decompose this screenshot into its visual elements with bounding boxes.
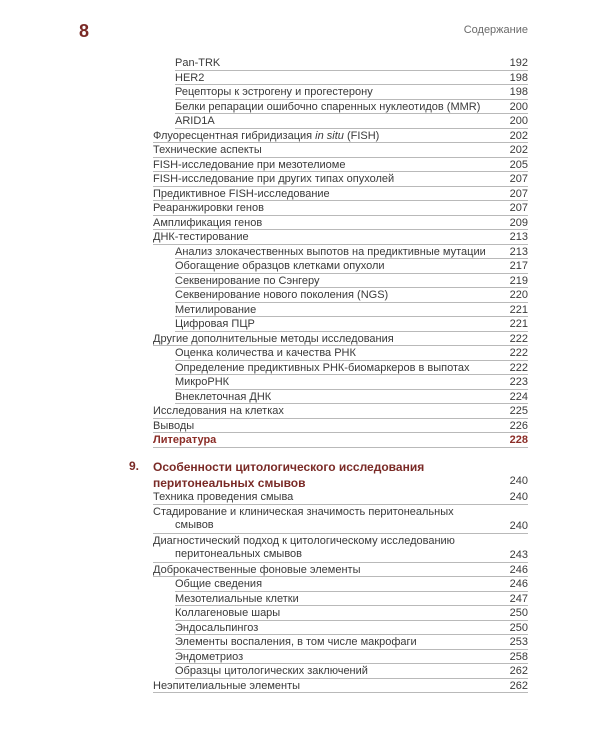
- toc-divider: [175, 663, 528, 664]
- toc-entry: [0, 101, 600, 114]
- toc-entry-page: 207: [509, 173, 528, 185]
- toc-entry-page: 219: [509, 274, 528, 287]
- chapter-page: 240: [509, 475, 528, 487]
- toc-entry-title: HER2: [175, 71, 205, 84]
- toc-entry: [0, 665, 600, 678]
- toc-entry: [0, 491, 600, 504]
- toc-entry-title: Внеклеточная ДНК: [175, 390, 272, 403]
- toc-divider: [153, 533, 528, 534]
- toc-entry-title: Флуоресцентная гибридизация in situ (FISH): [153, 129, 380, 142]
- toc-entry-page: 262: [509, 679, 528, 692]
- toc-divider: [175, 302, 528, 303]
- toc-divider: [175, 605, 528, 606]
- toc-entry-title: Белки репарации ошибочно спаренных нуклеотидов (MMR): [175, 100, 481, 113]
- toc-entry-title-line1: Стадирование и клиническая значимость перитонеальных: [153, 505, 454, 518]
- toc-divider: [175, 316, 528, 317]
- toc-entry: [0, 607, 600, 620]
- toc-entry-title: Анализ злокачественных выпотов на предиктивные мутации: [175, 245, 486, 258]
- toc-entry: [0, 72, 600, 85]
- toc-entry-title: Секвенирование нового поколения (NGS): [175, 289, 389, 301]
- toc-entry-title: Общие сведения: [175, 578, 263, 590]
- toc-entry: [0, 275, 600, 288]
- toc-divider: [153, 171, 528, 172]
- toc-divider: [175, 99, 528, 100]
- toc-entry-title: [153, 535, 455, 561]
- toc-divider: [153, 418, 528, 419]
- toc-divider: [175, 374, 528, 375]
- toc-entry-title: Определение предиктивных РНК-биомаркеров в выпотах: [175, 361, 470, 374]
- toc-entry-page: 240: [509, 519, 528, 532]
- toc-entry-page: 240: [509, 491, 528, 503]
- toc-entry: [0, 217, 600, 230]
- toc-divider: [153, 576, 528, 577]
- toc-entry-page: 250: [509, 621, 528, 634]
- toc-entry-title: Рецепторы к эстрогену и прогестерону: [175, 86, 373, 98]
- toc-divider: [175, 331, 528, 332]
- toc-divider: [175, 273, 528, 274]
- toc-divider: [153, 229, 528, 230]
- toc-entry: [0, 391, 600, 404]
- toc-entry-page: 228: [509, 434, 528, 446]
- toc-entry-title: Доброкачественные фоновые элементы: [153, 563, 361, 576]
- toc-entry: [0, 506, 600, 534]
- toc-entry-title: Техника проведения смыва: [153, 491, 294, 503]
- toc-entry-page: 207: [509, 187, 528, 200]
- toc-entry: [0, 593, 600, 606]
- toc-entry-page: 224: [509, 390, 528, 403]
- toc-entry-title: Эндосальпингоз: [175, 621, 259, 634]
- toc-entry-page: 205: [509, 158, 528, 171]
- toc-entry-title: Реаранжировки генов: [153, 202, 264, 214]
- toc-divider: [153, 157, 528, 158]
- toc-entry: [0, 260, 600, 273]
- toc-entry: [0, 680, 600, 693]
- toc-divider: [175, 84, 528, 85]
- toc-entry: [0, 362, 600, 375]
- toc-entry-page: 250: [509, 607, 528, 619]
- toc-entry-title: Метилирование: [175, 303, 257, 316]
- toc-entry: [0, 289, 600, 302]
- toc-divider: [175, 620, 528, 621]
- toc-entry-page: 223: [509, 376, 528, 388]
- toc-entry-page: 262: [509, 665, 528, 677]
- toc-entry-page: 225: [509, 405, 528, 417]
- toc-entry: [0, 420, 600, 433]
- toc-entry: [0, 636, 600, 649]
- toc-divider: [153, 200, 528, 201]
- toc-entry: [0, 231, 600, 244]
- toc-entry-title: Pan-TRK: [175, 57, 221, 69]
- toc-divider: [175, 591, 528, 592]
- toc-entry-page: 200: [509, 115, 528, 127]
- toc-entry-title: Обогащение образцов клетками опухоли: [175, 260, 385, 272]
- toc-entry-title: Выводы: [153, 419, 195, 432]
- toc-divider: [175, 360, 528, 361]
- toc-entry-page: 246: [509, 578, 528, 590]
- toc-entry-page: 200: [509, 100, 528, 113]
- toc-divider: [153, 345, 528, 346]
- toc-entry-page: 209: [509, 216, 528, 229]
- toc-divider: [175, 634, 528, 635]
- toc-entry-title: Образцы цитологических заключений: [175, 665, 368, 677]
- toc-entry-page: 222: [509, 332, 528, 345]
- toc-divider: [153, 562, 528, 563]
- toc-divider: [153, 447, 528, 448]
- toc-entry: [0, 318, 600, 331]
- toc-divider: [153, 504, 528, 505]
- toc-entry: [0, 202, 600, 215]
- running-title: Содержание: [463, 24, 528, 36]
- toc-divider: [175, 403, 528, 404]
- toc-divider: [175, 113, 528, 114]
- toc-entry: [0, 578, 600, 591]
- toc-divider: [153, 432, 528, 433]
- toc-entry-page: 207: [509, 202, 528, 214]
- toc-entry: [0, 188, 600, 201]
- toc-divider: [175, 128, 528, 129]
- toc-entry-page: 213: [509, 231, 528, 243]
- toc-entry-page: 243: [509, 548, 528, 561]
- toc-entry-title: Технические аспекты: [153, 144, 262, 156]
- toc-divider: [153, 692, 528, 693]
- toc-divider: [175, 258, 528, 259]
- toc-entry: [0, 159, 600, 172]
- toc-divider: [175, 678, 528, 679]
- toc-entry: [0, 86, 600, 99]
- chapter-title: Особенности цитологического исследования перитонеальных смывов: [153, 460, 425, 490]
- toc-entry-title: Коллагеновые шары: [175, 607, 281, 619]
- toc-entry-title: Элементы воспаления, в том числе макрофаги: [175, 636, 417, 648]
- toc-divider: [153, 186, 528, 187]
- toc-entry: [0, 434, 600, 447]
- toc-entry: [0, 144, 600, 157]
- toc-divider: [175, 287, 528, 288]
- toc-entry-title: Другие дополнительные методы исследования: [153, 332, 394, 345]
- toc-entry-title: Эндометриоз: [175, 650, 244, 663]
- toc-entry: [0, 246, 600, 259]
- toc-entry: [0, 173, 600, 186]
- toc-entry-title: ARID1A: [175, 115, 215, 127]
- toc-divider: [153, 244, 528, 245]
- toc-entry-page: 213: [509, 245, 528, 258]
- toc-entry-title: Мезотелиальные клетки: [175, 592, 299, 605]
- toc-entry-title-line2: перитонеальных смывов: [175, 547, 303, 560]
- toc-entry-title: FISH-исследование при других типах опухолей: [153, 173, 395, 185]
- toc-entry-page: 221: [509, 318, 528, 330]
- toc-entry-page: 226: [509, 419, 528, 432]
- toc-entry: [0, 115, 600, 128]
- toc-entry-page: 246: [509, 563, 528, 576]
- toc-entry: [0, 622, 600, 635]
- toc-entry: [0, 57, 600, 70]
- toc-entry-title: Литература: [153, 434, 217, 446]
- toc-divider: [153, 142, 528, 143]
- toc-entry-title-line1: Диагностический подход к цитологическому исследованию: [153, 534, 455, 547]
- toc-entry-title: ДНК-тестирование: [153, 231, 249, 243]
- toc-entry-title: Цифровая ПЦР: [175, 318, 255, 330]
- toc-entry-title: Неэпителиальные элементы: [153, 679, 301, 692]
- toc-entry: [0, 651, 600, 664]
- toc-entry: [0, 130, 600, 143]
- toc-entry: [0, 304, 600, 317]
- toc-entry: [0, 564, 600, 577]
- toc-entry-page: 258: [509, 650, 528, 663]
- toc-entry-page: 222: [509, 361, 528, 374]
- toc-entry: [0, 376, 600, 389]
- toc-entry-page: 202: [509, 144, 528, 156]
- toc-entry-title: Предиктивное FISH-исследование: [153, 187, 330, 200]
- toc-entry-page: 198: [509, 86, 528, 98]
- toc-entry-title: Секвенирование по Сэнгеру: [175, 274, 320, 287]
- toc-entry: [0, 333, 600, 346]
- toc-divider: [175, 389, 528, 390]
- toc-entry-title: Исследования на клетках: [153, 405, 284, 417]
- toc-divider: [153, 215, 528, 216]
- toc-entry-title: FISH-исследование при мезотелиоме: [153, 158, 346, 171]
- toc-entry-title: Оценка количества и качества РНК: [175, 347, 356, 359]
- toc-entry-page: 253: [509, 636, 528, 648]
- toc-divider: [175, 70, 528, 71]
- toc-entry-page: 198: [509, 71, 528, 84]
- chapter-number: 9.: [129, 459, 140, 473]
- page-number: 8: [79, 21, 90, 41]
- toc-entry-title: Амплификация генов: [153, 216, 263, 229]
- toc-entry: [0, 347, 600, 360]
- toc-entry-page: 247: [509, 592, 528, 605]
- toc-entry-page: 202: [509, 129, 528, 142]
- toc-entry: [0, 535, 600, 563]
- toc-entry: [0, 405, 600, 418]
- toc-entry-title: МикроРНК: [175, 376, 230, 388]
- toc-divider: [175, 649, 528, 650]
- toc-entry-page: 221: [509, 303, 528, 316]
- toc-entry-page: 217: [509, 260, 528, 272]
- toc-entry-title-line2: смывов: [175, 518, 214, 531]
- chapter-row: [0, 475, 600, 488]
- toc-entry-title: [153, 506, 454, 532]
- toc-entry-page: 222: [509, 347, 528, 359]
- toc-entry-page: 192: [509, 57, 528, 69]
- toc-entry-page: 220: [509, 289, 528, 301]
